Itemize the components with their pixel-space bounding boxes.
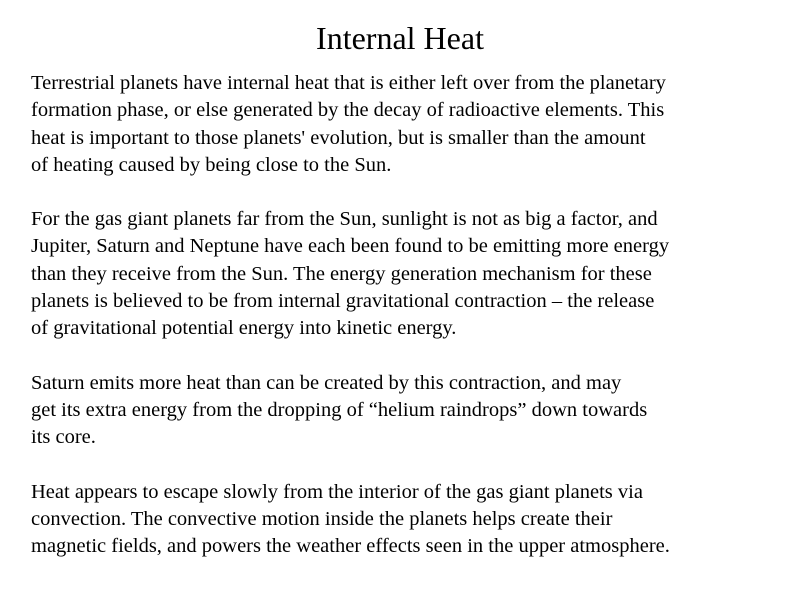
slide-body <box>31 70 791 587</box>
text-line: of gravitational potential energy into kinetic energy. <box>31 317 457 340</box>
text-line: Terrestrial planets have internal heat that is either left over from the planetary <box>31 72 666 94</box>
text-line: get its extra energy from the dropping of “helium raindrops” down towards <box>31 398 648 421</box>
text-line: of heating caused by being close to the Sun. <box>31 153 392 176</box>
paragraph-convection <box>31 479 791 561</box>
text-line: than they receive from the Sun. The energy generation mechanism for these <box>31 262 652 285</box>
paragraph-terrestrial-heat <box>31 70 791 179</box>
paragraph-saturn <box>31 370 791 452</box>
text-line: formation phase, or else generated by the decay of radioactive elements. This <box>31 99 665 122</box>
slide-title: Internal Heat <box>316 20 484 56</box>
text-line: Saturn emits more heat than can be created by this contraction, and may <box>31 371 622 394</box>
paragraph-gas-giants <box>31 206 791 342</box>
text-line: Jupiter, Saturn and Neptune have each been found to be emitting more energy <box>31 235 670 258</box>
text-line: Heat appears to escape slowly from the interior of the gas giant planets via <box>31 480 643 503</box>
text-line: For the gas giant planets far from the Sun, sunlight is not as big a factor, and <box>31 208 658 231</box>
text-line: magnetic fields, and powers the weather effects seen in the upper atmosphere. <box>31 535 670 558</box>
text-line: its core. <box>31 426 96 449</box>
text-line: convection. The convective motion inside the planets helps create their <box>31 507 613 530</box>
text-line: planets is believed to be from internal gravitational contraction – the release <box>31 290 655 313</box>
text-line: heat is important to those planets' evolution, but is smaller than the amount <box>31 126 646 149</box>
